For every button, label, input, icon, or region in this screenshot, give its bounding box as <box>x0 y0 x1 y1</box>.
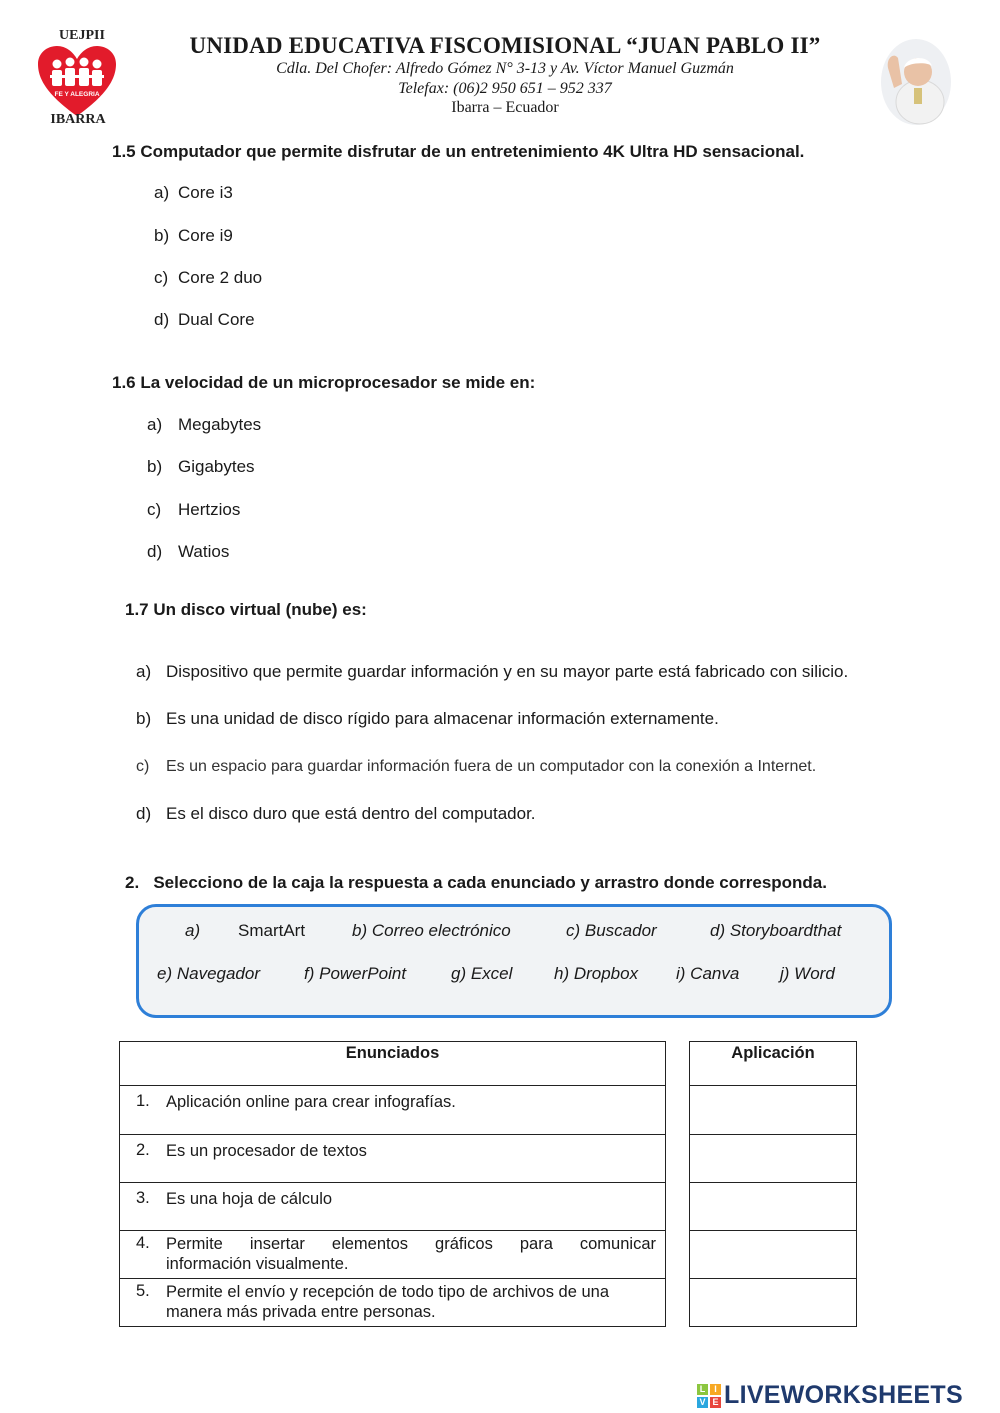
brand-name: LIVEWORKSHEETS <box>724 1381 963 1409</box>
option-label: d) <box>136 804 152 823</box>
logo-heart-text: FE Y ALEGRIA <box>54 91 100 98</box>
enunciados-table <box>119 1041 666 1327</box>
option-label: b) <box>136 709 152 728</box>
row-number: 5. <box>136 1282 150 1300</box>
row-text: Aplicación online para crear infografías. <box>166 1093 456 1111</box>
option-text: Gigabytes <box>178 457 255 476</box>
option-1-5-c[interactable] <box>154 268 262 288</box>
liveworksheets-logo <box>697 1381 995 1409</box>
option-1-6-b[interactable] <box>147 457 255 477</box>
question-1-7: 1.7 Un disco virtual (nube) es: <box>125 600 367 619</box>
option-1-7-d[interactable] <box>136 804 536 824</box>
school-name: UNIDAD EDUCATIVA FISCOMISIONAL “JUAN PABLO II” <box>189 33 821 58</box>
question-2: 2. Selecciono de la caja la respuesta a cada enunciado y arrastro donde corresponda. <box>125 873 827 892</box>
table-row <box>120 1086 666 1135</box>
school-city: Ibarra – Ecuador <box>451 99 559 116</box>
aplicacion-table <box>689 1041 857 1327</box>
row-text: Es una hoja de cálculo <box>166 1190 333 1208</box>
answer-drop-zone-2[interactable] <box>690 1135 857 1183</box>
option-label: d) <box>147 542 163 561</box>
school-address: Cdla. Del Chofer: Alfredo Gómez N° 3-13 y Av. Víctor Manuel Guzmán <box>276 60 734 77</box>
portrait-photo <box>880 38 952 126</box>
row-number: 1. <box>136 1092 150 1110</box>
bank-item-powerpoint[interactable]: f) PowerPoint <box>304 964 407 983</box>
option-1-6-a[interactable] <box>147 415 261 435</box>
option-1-6-c[interactable] <box>147 500 240 520</box>
row-number: 3. <box>136 1189 150 1207</box>
option-text: Es el disco duro que está dentro del computador. <box>166 804 536 823</box>
brand-square-v: V <box>697 1397 708 1408</box>
bank-item-correo[interactable]: b) Correo electrónico <box>352 921 511 940</box>
option-text: Es una unidad de disco rígido para almacenar información externamente. <box>166 709 719 728</box>
aplicacion-header: Aplicación <box>690 1042 857 1086</box>
option-1-5-d[interactable] <box>154 310 255 330</box>
answer-drop-zone-5[interactable] <box>690 1279 857 1327</box>
table-row <box>120 1279 666 1327</box>
row-text-line2: información visualmente. <box>166 1255 349 1273</box>
option-label: a) <box>136 662 152 681</box>
brand-square-l: L <box>697 1384 708 1395</box>
option-1-5-b[interactable] <box>154 226 233 246</box>
option-text: Es un espacio para guardar información fuera de un computador con la conexión a Internet. <box>166 758 817 775</box>
option-label: c) <box>136 758 150 775</box>
bank-item-smartart[interactable]: SmartArt <box>238 921 306 940</box>
bank-item-a-label[interactable]: a) <box>185 921 201 940</box>
option-text: Dispositivo que permite guardar información y en su mayor parte está fabricado con silicio. <box>166 662 849 681</box>
logo-top-text: UEJPII <box>59 28 105 43</box>
bank-item-word[interactable]: j) Word <box>780 964 835 983</box>
row-text-line1: Permite el envío y recepción de todo tipo de archivos de una <box>166 1283 610 1301</box>
table-row <box>120 1183 666 1231</box>
row-number: 2. <box>136 1141 150 1159</box>
option-text: Core 2 duo <box>178 268 263 287</box>
answer-drop-zone-3[interactable] <box>690 1183 857 1231</box>
table-row <box>120 1231 666 1279</box>
row-text: Es un procesador de textos <box>166 1142 367 1160</box>
option-text: Megabytes <box>178 415 262 434</box>
option-label: a) <box>154 183 170 202</box>
brand-squares-icon <box>697 1384 721 1408</box>
option-text: Hertzios <box>178 500 241 519</box>
option-text: Dual Core <box>178 310 255 329</box>
question-1-5: 1.5 Computador que permite disfrutar de un entretenimiento 4K Ultra HD sensacional. <box>112 142 805 161</box>
option-text: Core i3 <box>178 183 233 202</box>
option-label: d) <box>154 310 170 329</box>
bank-item-storyboardthat[interactable]: d) Storyboardthat <box>710 921 842 940</box>
option-label: c) <box>154 268 169 287</box>
school-phone: Telefax: (06)2 950 651 – 952 337 <box>398 80 612 97</box>
bank-item-navegador[interactable]: e) Navegador <box>157 964 261 983</box>
bank-item-excel[interactable]: g) Excel <box>451 964 513 983</box>
enunciados-header: Enunciados <box>120 1042 666 1086</box>
option-label: b) <box>154 226 170 245</box>
option-text: Watios <box>178 542 230 561</box>
option-1-7-b[interactable] <box>136 709 719 729</box>
logo-bottom-text: IBARRA <box>50 112 106 127</box>
option-1-7-a[interactable] <box>136 662 848 682</box>
bank-item-canva[interactable]: i) Canva <box>676 964 740 983</box>
answer-drop-zone-1[interactable] <box>690 1086 857 1135</box>
bank-item-dropbox[interactable]: h) Dropbox <box>554 964 639 983</box>
option-1-5-a[interactable] <box>154 183 233 203</box>
brand-square-e: E <box>710 1397 721 1408</box>
question-1-6: 1.6 La velocidad de un microprocesador se mide en: <box>112 373 536 392</box>
option-1-7-c[interactable] <box>136 758 816 776</box>
answer-drop-zone-4[interactable] <box>690 1231 857 1279</box>
bank-item-buscador[interactable]: c) Buscador <box>566 921 657 940</box>
brand-square-i: I <box>710 1384 721 1395</box>
option-label: c) <box>147 500 162 519</box>
row-number: 4. <box>136 1234 150 1252</box>
option-1-6-d[interactable] <box>147 542 229 562</box>
row-text-line2: manera más privada entre personas. <box>166 1303 436 1321</box>
option-label: a) <box>147 415 163 434</box>
row-text-line1: Permite insertar elementos gráficos para comunicar <box>166 1235 656 1253</box>
option-text: Core i9 <box>178 226 233 245</box>
option-label: b) <box>147 457 163 476</box>
table-row <box>120 1135 666 1183</box>
